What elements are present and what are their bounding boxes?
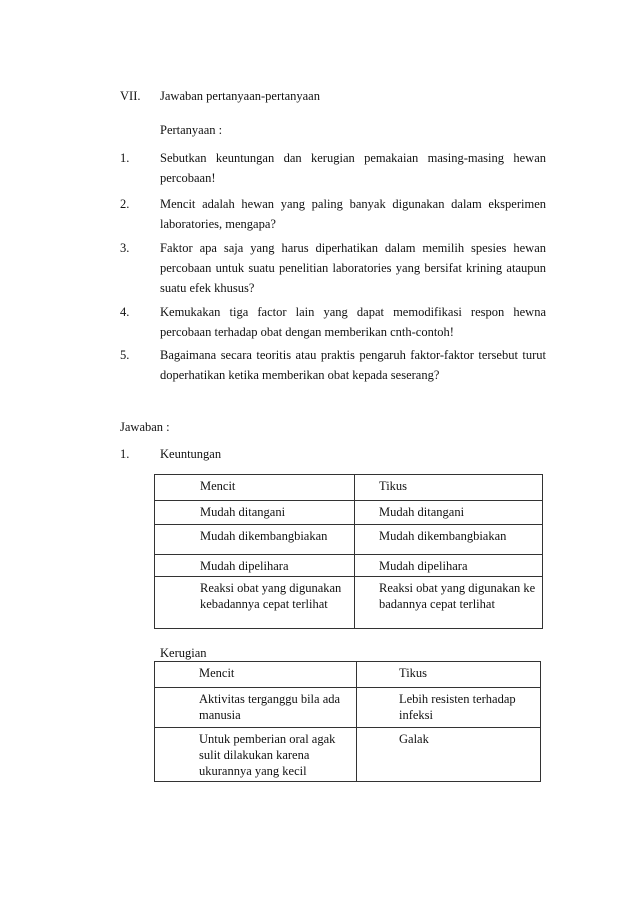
- section-number: VII.: [120, 89, 141, 103]
- question-number: 1.: [120, 151, 130, 165]
- table-cell: Mudah dipelihara: [355, 555, 543, 577]
- kerugian-label: Kerugian: [160, 646, 207, 660]
- table-row: [155, 728, 541, 782]
- table-row: [155, 555, 543, 577]
- table-header-row: [155, 662, 541, 688]
- section-title: Jawaban pertanyaan-pertanyaan: [160, 89, 320, 103]
- table-cell: Lebih resisten terhadap infeksi: [357, 688, 541, 728]
- questions-label: Pertanyaan :: [160, 123, 223, 137]
- table-cell: Mudah dipelihara: [155, 555, 355, 577]
- question-text: Faktor apa saja yang harus diperhatikan dalam memilih spesies hewan percobaan untuk suatu penelitian laboratories yang bersifat krining ataupun suatu efek khusus?: [160, 241, 546, 295]
- table-cell: Mudah ditangani: [355, 501, 543, 525]
- question-text: Bagaimana secara teoritis atau praktis pengaruh faktor-faktor tersebut turut doperhatikan ketika memberikan obat kepada seserang?: [160, 348, 546, 382]
- question-text: Kemukakan tiga factor lain yang dapat memodifikasi respon hewna percobaan terhadap obat dengan memberikan cnth-contoh!: [160, 305, 546, 339]
- table-row: [155, 525, 543, 555]
- question-number: 5.: [120, 348, 130, 362]
- question-number: 2.: [120, 197, 130, 211]
- question-number: 4.: [120, 305, 130, 319]
- table-cell: Aktivitas terganggu bila ada manusia: [155, 688, 357, 728]
- keuntungan-table: [154, 474, 543, 629]
- table-cell: Reaksi obat yang digunakan ke badannya cepat terlihat: [355, 577, 543, 629]
- table-header-row: [155, 475, 543, 501]
- table-row: [155, 688, 541, 728]
- answers-label: Jawaban :: [120, 420, 170, 434]
- table-row: [155, 501, 543, 525]
- table-cell: Galak: [357, 728, 541, 782]
- answer-title: Keuntungan: [160, 447, 222, 461]
- table-header-cell: Tikus: [355, 475, 543, 501]
- table-header-cell: Mencit: [155, 475, 355, 501]
- table-row: [155, 577, 543, 629]
- table-cell: Mudah dikembangbiakan: [155, 525, 355, 555]
- table-cell: Reaksi obat yang digunakan kebadannya cepat terlihat: [155, 577, 355, 629]
- table-cell: Mudah dikembangbiakan: [355, 525, 543, 555]
- question-text: Sebutkan keuntungan dan kerugian pemakaian masing-masing hewan percobaan!: [160, 151, 546, 185]
- question-number: 3.: [120, 241, 130, 255]
- question-text: Mencit adalah hewan yang paling banyak digunakan dalam eksperimen laboratories, mengapa?: [160, 197, 546, 231]
- table-cell: Mudah ditangani: [155, 501, 355, 525]
- table-header-cell: Tikus: [357, 662, 541, 688]
- kerugian-table: [154, 661, 541, 782]
- answer-number: 1.: [120, 447, 130, 461]
- table-header-cell: Mencit: [155, 662, 357, 688]
- table-cell: Untuk pemberian oral agak sulit dilakukan karena ukurannya yang kecil: [155, 728, 357, 782]
